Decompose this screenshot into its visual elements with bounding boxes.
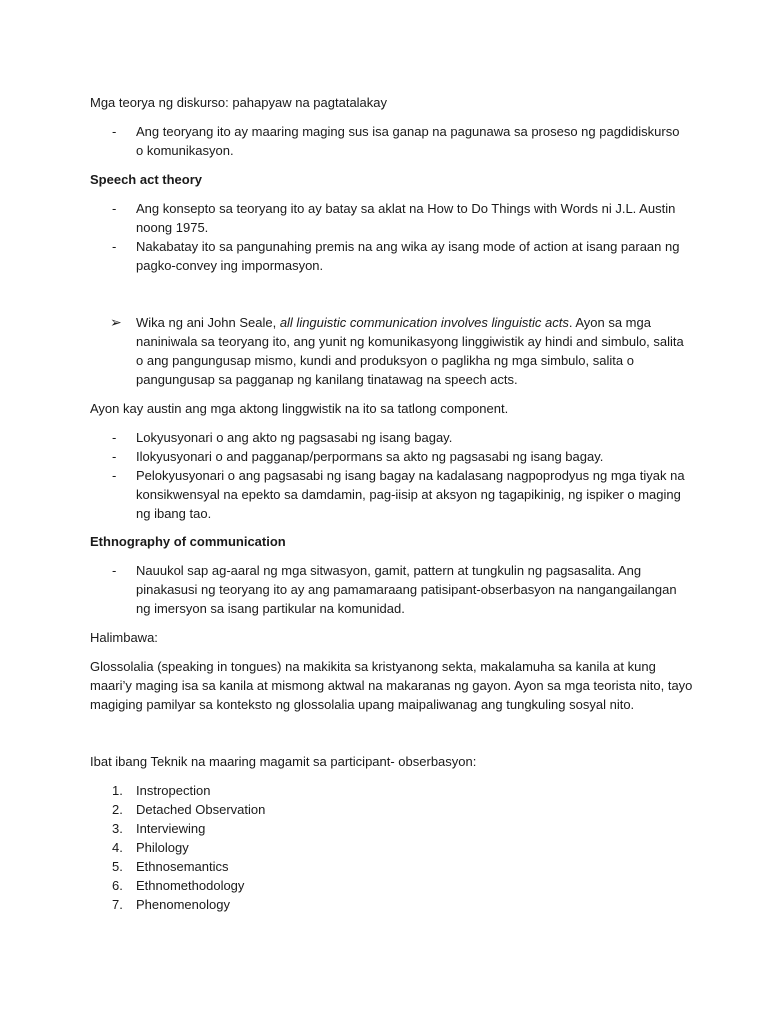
list-item: 3. Interviewing bbox=[112, 821, 206, 836]
techniques-intro: Ibat ibang Teknik na maaring magamit sa participant- obserbasyon: bbox=[90, 754, 477, 769]
components-list bbox=[90, 428, 690, 523]
list-item: - Ang konsepto sa teoryang ito ay batay sa aklat na How to Do Things with Words ni J.L. Austin noong 1975. bbox=[112, 201, 676, 235]
example-paragraph: Glossolalia (speaking in tongues) na makikita sa kristyanong sekta, makalamuha sa kanila at kung maari’y maging isa sa kanila at mismong aktwal na makaranas ng gayon. Ayon sa mga teorista nito, tayo magiging pamilyar sa konteksto ng glossolalia upang maipaliwanag ang tungkuling sosyal nito. bbox=[90, 659, 693, 712]
intro-list bbox=[90, 122, 690, 160]
section-heading-ethnography: Ethnography of communication bbox=[90, 534, 286, 549]
list-item: 2. Detached Observation bbox=[112, 802, 266, 817]
list-item: - Ang teoryang ito ay maaring maging sus isa ganap na pagunawa sa proseso ng pagdidiskurso o komunikasyon. bbox=[112, 124, 680, 158]
seale-quote-list bbox=[90, 313, 690, 389]
techniques-list bbox=[90, 781, 690, 914]
list-item: 1. Instropection bbox=[112, 783, 211, 798]
dash-marker: - bbox=[112, 563, 117, 578]
dash-marker: - bbox=[112, 468, 117, 483]
list-item: 4. Philology bbox=[112, 840, 189, 855]
list-item: ➢ Wika ng ani John Seale, all linguistic communication involves linguistic acts. Ayon sa mga naniniwala sa teoryang ito, ang yunit ng komunikasyong linggiwistik ay hindi and simbulo, salita o ang pangungusap mismo, kundi and produksyon o paglikha ng mga simbulo, salita o pangungusap sa pagganap ng kanilang tinatawag na speech acts. bbox=[110, 314, 684, 387]
list-item: 5. Ethnosemantics bbox=[112, 859, 229, 874]
list-item: - Pelokyusyonari o ang pagsasabi ng isang bagay na kadalasang nagpoprodyus ng mga tiyak na konsikwensyal na epekto sa damdamin, pag-iisip at aksyon ng tagapikinig, ng ispiker o maging ng ibang tao. bbox=[112, 468, 685, 521]
ethnography-list bbox=[90, 561, 690, 618]
austin-intro: Ayon kay austin ang mga aktong linggwistik na ito sa tatlong component. bbox=[90, 401, 509, 416]
document-title: Mga teorya ng diskurso: pahapyaw na pagtatalakay bbox=[90, 95, 388, 110]
list-item: - Lokyusyonari o ang akto ng pagsasabi ng isang bagay. bbox=[112, 430, 453, 445]
list-item: - Ilokyusyonari o and pagganap/perpormans sa akto ng pagsasabi ng isang bagay. bbox=[112, 449, 604, 464]
dash-marker: - bbox=[112, 239, 117, 254]
list-item: - Nauukol sap ag-aaral ng mga sitwasyon, gamit, pattern at tungkulin ng pagsasalita. Ang pinakasusi ng teoryang ito ay ang pamamaraang patisipant-obserbasyon na nangangailangan ng imersyon sa isang partikular na komunidad. bbox=[112, 563, 677, 616]
quote-italic: all linguistic communication involves linguistic acts bbox=[279, 315, 569, 330]
list-item: 6. Ethnomethodology bbox=[112, 878, 245, 893]
dash-marker: - bbox=[112, 201, 117, 216]
dash-marker: - bbox=[112, 449, 117, 464]
section-heading-speech-act: Speech act theory bbox=[90, 172, 202, 187]
list-item: 7. Phenomenology bbox=[112, 897, 230, 912]
example-label: Halimbawa: bbox=[90, 630, 158, 645]
arrow-bullet-icon: ➢ bbox=[110, 314, 122, 330]
list-item: - Nakabatay ito sa pangunahing premis na ang wika ay isang mode of action at isang paraan ng pagko-convey ing impormasyon. bbox=[112, 239, 680, 273]
dash-marker: - bbox=[112, 430, 117, 445]
speech-act-list bbox=[90, 199, 690, 275]
dash-marker: - bbox=[112, 124, 117, 139]
